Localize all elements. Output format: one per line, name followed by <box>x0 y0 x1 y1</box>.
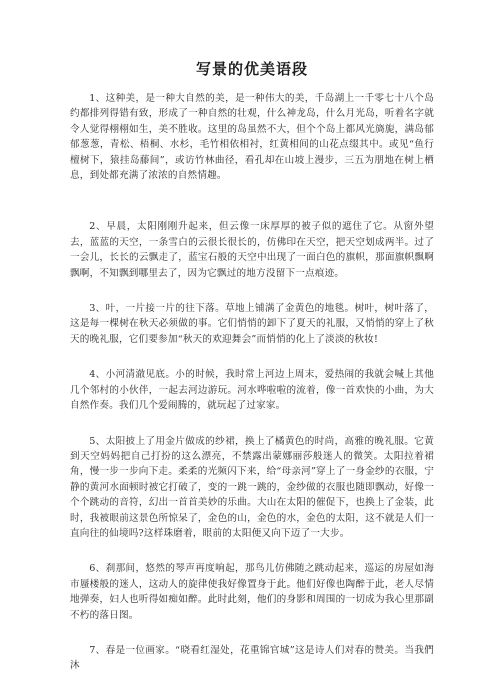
paragraph-1: 1、这种美，是一种大自然的美，是一种伟大的美，千岛湖上一千零七十八个岛约都排列得错有致，形成了一种自然的壮观，什么神龙岛，什么月光岛，听着名字就令人觉得栩栩如生，美不胜收。这里的岛虽然不大，但个个岛上都风光旖旎，满岛郁郁葱葱，青松、梧桐、水杉，毛竹相依相衬，红黄相间的山花点缀其中。或见“鱼行檀树下，猿挂岛藤间”，或访竹林曲径，看孔却在山坡上漫步，三五为朋地在树上栖息，到处都充满了浓浓的自然情趣。 <box>70 93 434 182</box>
paragraph-7: 7、春是一位画家。“晓看红湿处，花重锦官城”这是诗人们对春的赞美。当我們沐 <box>70 644 434 672</box>
paragraph-4: 4、小河清澈见底。小的时候，我时常上河边上周末，爱热闹的我就会喊上其他几个邻村的小伙伴，一起去河边游玩。河水哗啦啦的流着，像一首欢快的小曲，为大自然作奏。我们几个爱闹腾的，就玩起了过家家。 <box>70 369 434 412</box>
paragraph-3: 3、叶，一片接一片的往下落。草地上铺满了金黄色的地毯。树叶，树叶落了，这是每一棵树在秋天必须做的事。它们悄悄的卸下了夏天的礼服，又悄悄的穿上了秋天的晚礼服，它们要参加“秋天的欢迎舞会”而悄悄的化上了淡淡的秋妆! <box>70 303 434 345</box>
paragraph-2: 2、早晨，太阳刚刚升起来，但云像一床厚厚的被子似的遮住了它。从窗外望去，蓝蓝的天空，一条雪白的云很长很长的，仿佛印在天空，把天空划成两半。过了一会儿，长长的云飘走了，蓝宝石般的天空中出现了一面白色的旗帜，那面旗帜飘啊飘啊，不知飘到哪里去了，因为它飘过的地方没留下一点痕迹。 <box>70 221 434 279</box>
paragraph-6: 6、刹那间，悠然的琴声再度响起，那鸟儿仿佛随之跳动起来，巡运的房屋如海市蜃楼般的迷人，这动人的旋律使我好像置身于此。他们好像也陶醉于此，老人尽情地弹奏，妇人也听得如痴如醉。此时此刻，他们的身影和周围的一切成为我心里那副不朽的落日图。 <box>70 563 434 621</box>
paragraph-5: 5、太阳披上了用金片做成的纱裙，换上了橘黄色的时尚，高雅的晚礼服。它黄到天空妈妈把自己打扮的这么漂亮，不禁露出蒙娜丽莎般迷人的微笑。太阳拉着裙角，慢一步一步向下走。柔柔的光频闪下来，给“母亲河”穿上了一身金纱的衣服，宁静的黄河水面顿时被它打破了，变的一跳一跳的，金纱做的衣服也随即飘动，好像一个个跳动的音符，幻出一首首美妙的乐曲。大山在太阳的催促下，也换上了金装，此时，我被眼前这景色所惊呆了，金色的山，金色的水，金色的太阳，这不就是人们一直向往的仙境吗?这样珠磨着，眼前的太阳便又向下迈了一大步。 <box>70 435 434 539</box>
document-title: 写景的优美语段 <box>195 60 308 78</box>
